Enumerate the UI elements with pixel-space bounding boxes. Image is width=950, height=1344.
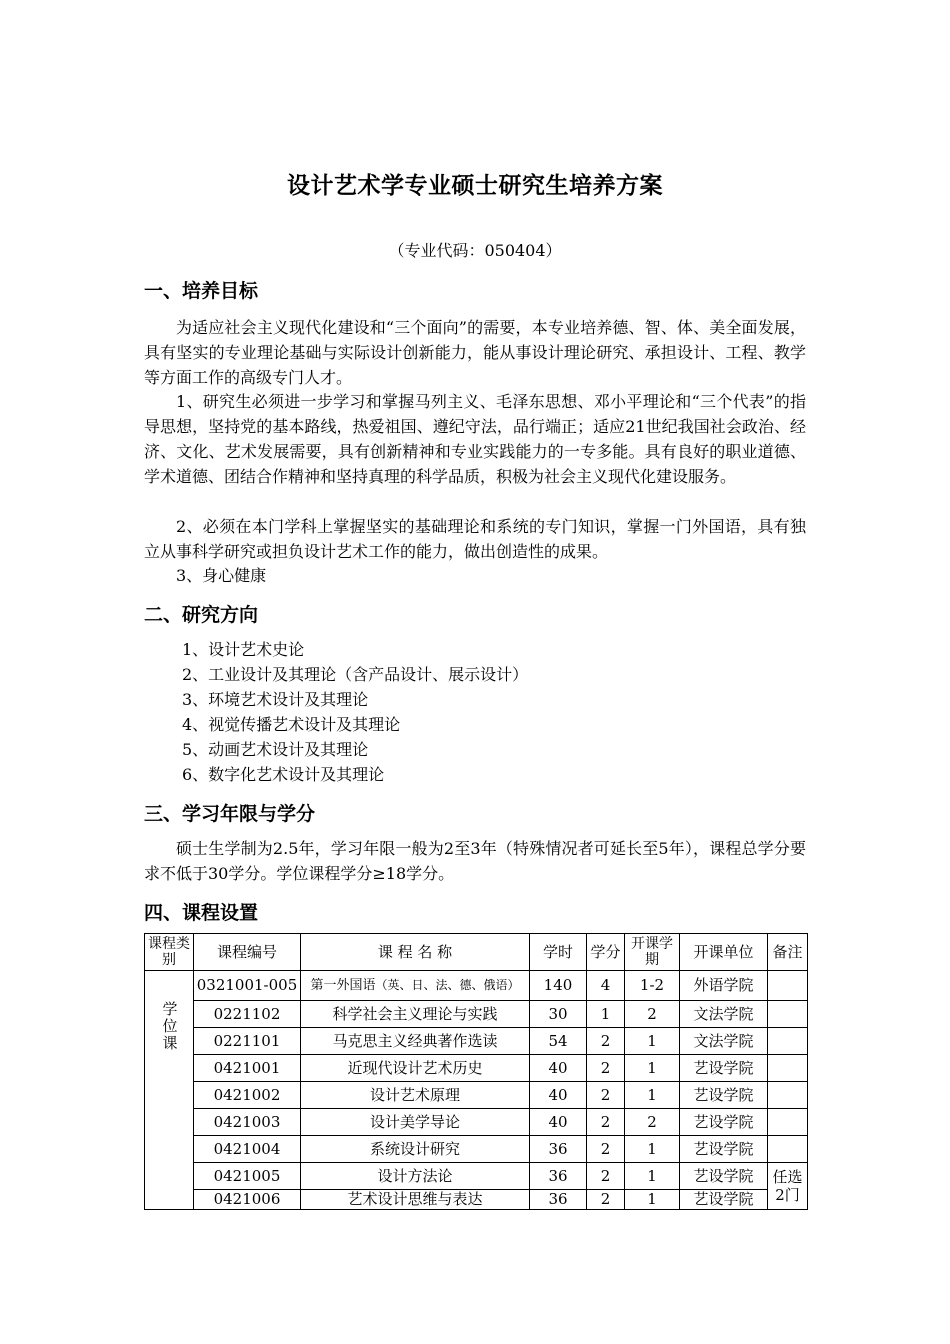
course-note xyxy=(768,971,808,1001)
direction-item: 4、视觉传播艺术设计及其理论 xyxy=(182,715,401,734)
course-note xyxy=(768,1109,808,1136)
course-unit: 艺设学院 xyxy=(680,1055,768,1082)
goals-item-1: 1、研究生必须进一步学习和掌握马列主义、毛泽东思想、邓小平理论和“三个代表”的指导思想，坚持党的基本路线，热爱祖国、遵纪守法，品行端正；适应21世纪我国社会政治、经济、文化、艺术发展需要，具有创新精神和专业实践能力的一专多能。具有良好的职业道德、学术道德、团结合作精神和坚持真理的科学品质，积极为社会主义现代化建设服务。 xyxy=(144,392,806,486)
course-hours: 30 xyxy=(530,1001,587,1028)
course-note xyxy=(768,1055,808,1082)
category-label: 学位课 xyxy=(160,1001,179,1052)
course-term: 2 xyxy=(625,1001,680,1028)
table-row xyxy=(145,1109,808,1136)
header-hours: 学时 xyxy=(530,934,587,971)
table-row xyxy=(145,1163,808,1190)
course-note xyxy=(768,1136,808,1163)
course-hours: 36 xyxy=(530,1190,587,1210)
course-term: 1-2 xyxy=(625,971,680,1001)
course-note xyxy=(768,1001,808,1028)
course-term: 1 xyxy=(625,1028,680,1055)
header-unit: 开课单位 xyxy=(680,934,768,971)
course-unit: 外语学院 xyxy=(680,971,768,1001)
course-credits: 2 xyxy=(587,1190,625,1210)
course-unit: 文法学院 xyxy=(680,1001,768,1028)
course-credits: 1 xyxy=(587,1001,625,1028)
course-unit: 文法学院 xyxy=(680,1028,768,1055)
duration-paragraph: 硕士生学制为2.5年，学习年限一般为2至3年（特殊情况者可延长至5年），课程总学分要求不低于30学分。学位课程学分≥18学分。 xyxy=(144,839,806,883)
course-term: 1 xyxy=(625,1190,680,1210)
direction-item: 1、设计艺术史论 xyxy=(182,640,305,659)
goals-item-3: 3、身心健康 xyxy=(176,566,267,585)
section-heading-duration: 三、学习年限与学分 xyxy=(144,803,316,825)
course-hours: 40 xyxy=(530,1055,587,1082)
direction-item: 6、数字化艺术设计及其理论 xyxy=(182,765,385,784)
course-code: 0421002 xyxy=(194,1082,301,1109)
course-code: 0221102 xyxy=(194,1001,301,1028)
course-name: 系统设计研究 xyxy=(301,1136,530,1163)
course-credits: 2 xyxy=(587,1082,625,1109)
course-name: 马克思主义经典著作选读 xyxy=(301,1028,530,1055)
course-code: 0421006 xyxy=(194,1190,301,1210)
table-row xyxy=(145,1055,808,1082)
course-code: 0421003 xyxy=(194,1109,301,1136)
elective-note: 任选2门 xyxy=(768,1163,808,1210)
section-heading-courses: 四、课程设置 xyxy=(144,902,259,924)
table-row xyxy=(145,1001,808,1028)
header-note: 备注 xyxy=(768,934,808,971)
course-name: 近现代设计艺术历史 xyxy=(301,1055,530,1082)
direction-item: 5、动画艺术设计及其理论 xyxy=(182,740,369,759)
course-name: 科学社会主义理论与实践 xyxy=(301,1001,530,1028)
course-name: 设计方法论 xyxy=(301,1163,530,1190)
header-code: 课程编号 xyxy=(194,934,301,971)
course-name: 设计艺术原理 xyxy=(301,1082,530,1109)
course-credits: 2 xyxy=(587,1163,625,1190)
course-term: 1 xyxy=(625,1136,680,1163)
course-term: 1 xyxy=(625,1055,680,1082)
course-unit: 艺设学院 xyxy=(680,1190,768,1210)
table-row xyxy=(145,971,808,1001)
course-name: 艺术设计思维与表达 xyxy=(301,1190,530,1210)
table-row xyxy=(145,1136,808,1163)
goals-paragraph: 为适应社会主义现代化建设和“三个面向”的需要，本专业培养德、智、体、美全面发展，具有坚实的专业理论基础与实际设计创新能力，能从事设计理论研究、承担设计、工程、教学等方面工作的高级专门人才。 xyxy=(144,318,806,387)
section-heading-goals: 一、培养目标 xyxy=(144,280,259,302)
direction-item: 2、工业设计及其理论（含产品设计、展示设计） xyxy=(182,665,529,684)
course-hours: 40 xyxy=(530,1082,587,1109)
course-hours: 36 xyxy=(530,1136,587,1163)
course-hours: 54 xyxy=(530,1028,587,1055)
direction-item: 3、环境艺术设计及其理论 xyxy=(182,690,369,709)
course-credits: 2 xyxy=(587,1109,625,1136)
course-name xyxy=(301,971,530,1001)
course-credits: 2 xyxy=(587,1055,625,1082)
course-code: 0421001 xyxy=(194,1055,301,1082)
course-hours: 40 xyxy=(530,1109,587,1136)
table-row xyxy=(145,1190,808,1210)
course-table xyxy=(144,933,808,1210)
table-row xyxy=(145,1028,808,1055)
section-heading-directions: 二、研究方向 xyxy=(144,604,259,626)
course-hours: 36 xyxy=(530,1163,587,1190)
course-hours: 140 xyxy=(530,971,587,1001)
table-header-row xyxy=(145,934,808,971)
course-unit: 艺设学院 xyxy=(680,1109,768,1136)
course-term: 1 xyxy=(625,1082,680,1109)
course-name-sub: （英、日、法、德、俄语） xyxy=(375,978,520,992)
course-code: 0421005 xyxy=(194,1163,301,1190)
course-note xyxy=(768,1028,808,1055)
course-unit: 艺设学院 xyxy=(680,1082,768,1109)
header-term: 开课学期 xyxy=(625,934,680,971)
header-name: 课 程 名 称 xyxy=(301,934,530,971)
table-row xyxy=(145,1082,808,1109)
course-credits: 2 xyxy=(587,1136,625,1163)
course-name: 设计美学导论 xyxy=(301,1109,530,1136)
category-cell xyxy=(145,971,194,1210)
course-term: 2 xyxy=(625,1109,680,1136)
course-note xyxy=(768,1082,808,1109)
course-unit: 艺设学院 xyxy=(680,1136,768,1163)
course-code: 0421004 xyxy=(194,1136,301,1163)
major-code: （专业代码：050404） xyxy=(388,241,562,260)
course-code: 0221101 xyxy=(194,1028,301,1055)
course-credits: 2 xyxy=(587,1028,625,1055)
course-name-main: 第一外国语 xyxy=(310,978,376,993)
header-category: 课程类别 xyxy=(145,934,194,971)
course-code: 0321001-005 xyxy=(194,971,301,1001)
course-unit: 艺设学院 xyxy=(680,1163,768,1190)
header-credits: 学分 xyxy=(587,934,625,971)
course-credits: 4 xyxy=(587,971,625,1001)
document-title: 设计艺术学专业硕士研究生培养方案 xyxy=(287,173,663,199)
goals-item-2: 2、必须在本门学科上掌握坚实的基础理论和系统的专门知识，掌握一门外国语，具有独立从事科学研究或担负设计艺术工作的能力，做出创造性的成果。 xyxy=(144,517,806,561)
course-term: 1 xyxy=(625,1163,680,1190)
